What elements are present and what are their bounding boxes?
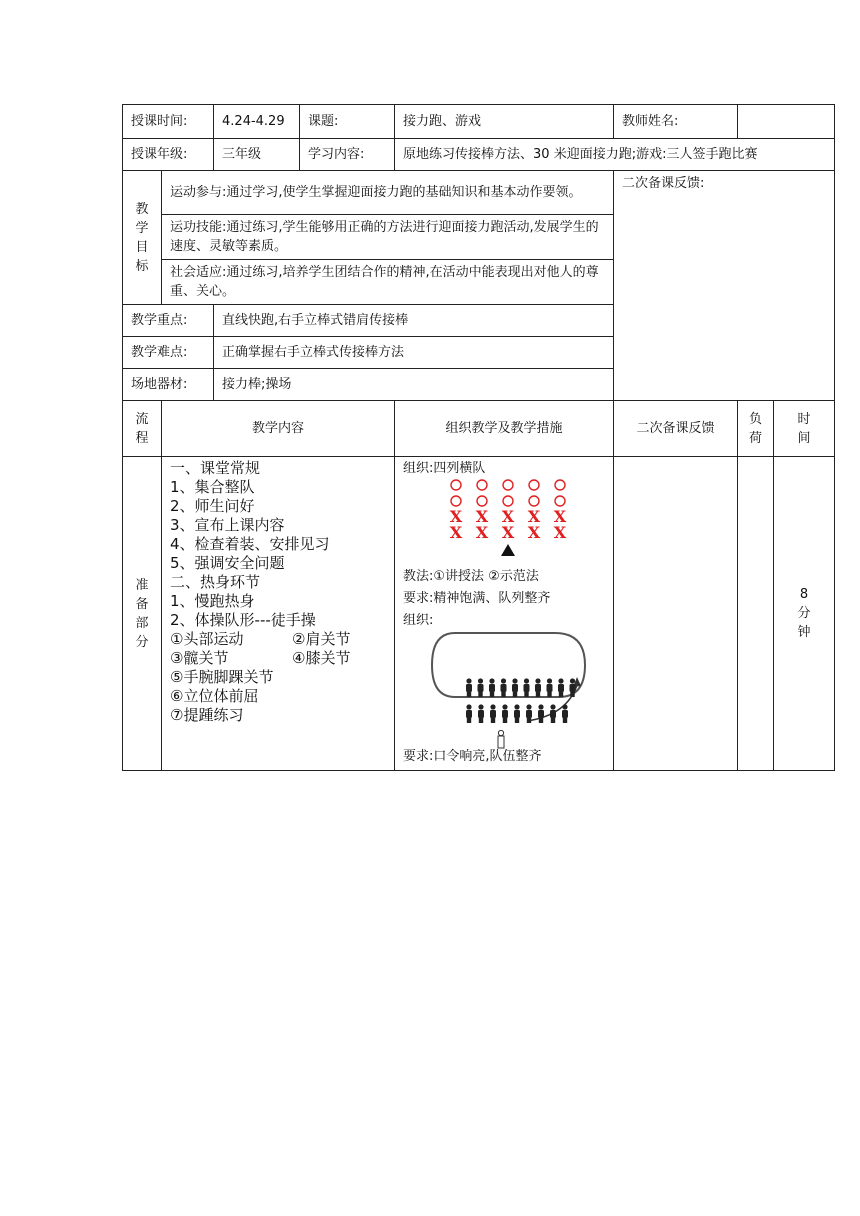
student-circle-mark (451, 496, 461, 506)
objectives-feedback: 二次备课反馈: (614, 171, 835, 401)
exercise-shoulder: ②肩关节 (292, 630, 351, 648)
student-cross-mark: X (475, 523, 489, 542)
prep-line: 2、体操队形---徒手操 (170, 611, 316, 629)
objectives-label-char: 学 (135, 220, 149, 236)
column-header-row (123, 401, 835, 457)
prep-time-char: 分 (797, 606, 811, 621)
header-row-1 (123, 105, 835, 139)
col-time-char: 时 (797, 411, 811, 427)
student-figure (562, 704, 568, 723)
student-figure (502, 704, 508, 723)
col-feedback: 二次备课反馈 (614, 401, 738, 457)
student-cross-mark: X (449, 507, 463, 526)
student-figure (524, 678, 530, 697)
prep-exercise-pair (170, 649, 386, 668)
prep-label-char: 准 (135, 577, 149, 593)
student-figure (478, 704, 484, 723)
time-label: 授课时间: (123, 105, 214, 139)
col-organization: 组织教学及教学措施 (395, 401, 614, 457)
student-circle-mark (555, 496, 565, 506)
header-row-2 (123, 139, 835, 171)
prep-line: ⑤手腕脚踝关节 (170, 668, 274, 686)
student-figure (514, 704, 520, 723)
prep-label-char: 分 (135, 634, 149, 650)
teacher-label: 教师姓名: (614, 105, 738, 139)
student-circle-mark (503, 496, 513, 506)
topic-label: 课题: (300, 105, 395, 139)
difficulty-label: 教学难点: (123, 337, 214, 369)
student-cross-mark: X (527, 523, 541, 542)
prep-row (123, 457, 835, 771)
objectives-label-char: 教 (135, 201, 149, 217)
objectives-label (123, 171, 162, 305)
org-title: 组织:四列横队 (403, 461, 486, 476)
student-figure (558, 678, 564, 697)
student-figure (489, 678, 495, 697)
objective-row-1 (123, 171, 835, 215)
student-circle-mark (477, 496, 487, 506)
student-figure (466, 678, 472, 697)
lesson-plan-table (122, 104, 835, 771)
org-title-2: 组织: (403, 613, 434, 628)
prep-line: 一、课堂常规 (170, 459, 261, 477)
time-value: 4.24-4.29 (214, 105, 300, 139)
objectives-label-char: 目 (135, 239, 149, 255)
student-circle-mark (529, 496, 539, 506)
student-figure (570, 678, 576, 697)
student-figure (478, 678, 484, 697)
student-figure (538, 704, 544, 723)
student-circle-mark (503, 480, 513, 490)
student-figure (547, 678, 553, 697)
org-method: 教法:①讲授法 ②示范法 (403, 569, 539, 584)
student-figure (501, 678, 507, 697)
objective-participation: 运动参与:通过学习,使学生掌握迎面接力跑的基础知识和基本动作要领。 (162, 171, 614, 215)
prep-label-char: 部 (135, 615, 149, 631)
student-figure (490, 704, 496, 723)
equipment-label: 场地器材: (123, 369, 214, 401)
exercise-knee: ④膝关节 (292, 649, 351, 667)
prep-time-char: 8 (799, 587, 809, 602)
student-circle-mark (477, 480, 487, 490)
grade-value: 三年级 (214, 139, 300, 171)
student-cross-mark: X (553, 507, 567, 526)
objective-social: 社会适应:通过练习,培养学生团结合作的精神,在活动中能表现出对他人的尊重、关心。 (162, 260, 614, 305)
content-label: 学习内容: (300, 139, 395, 171)
prep-line: 2、师生问好 (170, 497, 255, 515)
equipment-value: 接力棒;操场 (214, 369, 614, 401)
student-figure (466, 704, 472, 723)
col-load-char: 负 (749, 411, 763, 427)
prep-line: 5、强调安全问题 (170, 554, 285, 572)
student-circle-mark (555, 480, 565, 490)
student-figure (550, 704, 556, 723)
col-load-char: 荷 (749, 430, 763, 446)
col-time-char: 间 (797, 430, 811, 446)
student-cross-mark: X (449, 523, 463, 542)
student-cross-mark: X (501, 523, 515, 542)
topic-value: 接力跑、游戏 (395, 105, 614, 139)
prep-line: 二、热身环节 (170, 573, 261, 591)
col-process (123, 401, 162, 457)
col-time (774, 401, 835, 457)
prep-content (162, 457, 395, 771)
key-point-label: 教学重点: (123, 305, 214, 337)
student-circle-mark (451, 480, 461, 490)
teacher-figure (498, 730, 504, 748)
key-point-value: 直线快跑,右手立棒式错肩传接棒 (214, 305, 614, 337)
prep-line: ⑦提踵练习 (170, 706, 244, 724)
prep-line: 4、检查着装、安排见习 (170, 535, 330, 553)
org-require-2: 要求:口令响亮,队伍整齐 (403, 749, 542, 764)
col-load (738, 401, 774, 457)
prep-line: 3、宣布上课内容 (170, 516, 285, 534)
student-figure (512, 678, 518, 697)
exercise-head: ①头部运动 (170, 630, 244, 648)
col-content: 教学内容 (162, 401, 395, 457)
col-process-char: 程 (135, 430, 149, 446)
prep-line: 1、集合整队 (170, 478, 255, 496)
student-figure (535, 678, 541, 697)
student-cross-mark: X (527, 507, 541, 526)
prep-load (738, 457, 774, 771)
student-circle-mark (529, 480, 539, 490)
student-figure (526, 704, 532, 723)
prep-label (123, 457, 162, 771)
org-require: 要求:精神饱满、队列整齐 (403, 591, 551, 606)
exercise-hip: ③髋关节 (170, 649, 229, 667)
prep-line: ⑥立位体前屈 (170, 687, 259, 705)
difficulty-value: 正确掌握右手立棒式传接棒方法 (214, 337, 614, 369)
prep-label-char: 备 (135, 596, 149, 612)
student-cross-mark: X (553, 523, 567, 542)
objectives-label-char: 标 (135, 258, 149, 274)
prep-time (774, 457, 835, 771)
student-cross-mark: X (501, 507, 515, 526)
content-value: 原地练习传接棒方法、30 米迎面接力跑;游戏:三人签手跑比赛 (395, 139, 835, 171)
formation-diagram (431, 477, 581, 561)
organization-panel (395, 457, 613, 767)
objective-skill: 运功技能:通过练习,学生能够用正确的方法进行迎面接力跑活动,发展学生的速度、灵敏等素质。 (162, 215, 614, 260)
student-cross-mark: X (475, 507, 489, 526)
teacher-value (738, 105, 835, 139)
teacher-triangle-mark (501, 544, 515, 556)
prep-time-char: 钟 (797, 625, 811, 640)
prep-line: 1、慢跑热身 (170, 592, 255, 610)
col-process-char: 流 (135, 411, 149, 427)
grade-label: 授课年级: (123, 139, 214, 171)
prep-organization (395, 457, 614, 771)
prep-feedback (614, 457, 738, 771)
warmup-track-diagram (427, 625, 592, 751)
prep-exercise-pair (170, 630, 386, 649)
